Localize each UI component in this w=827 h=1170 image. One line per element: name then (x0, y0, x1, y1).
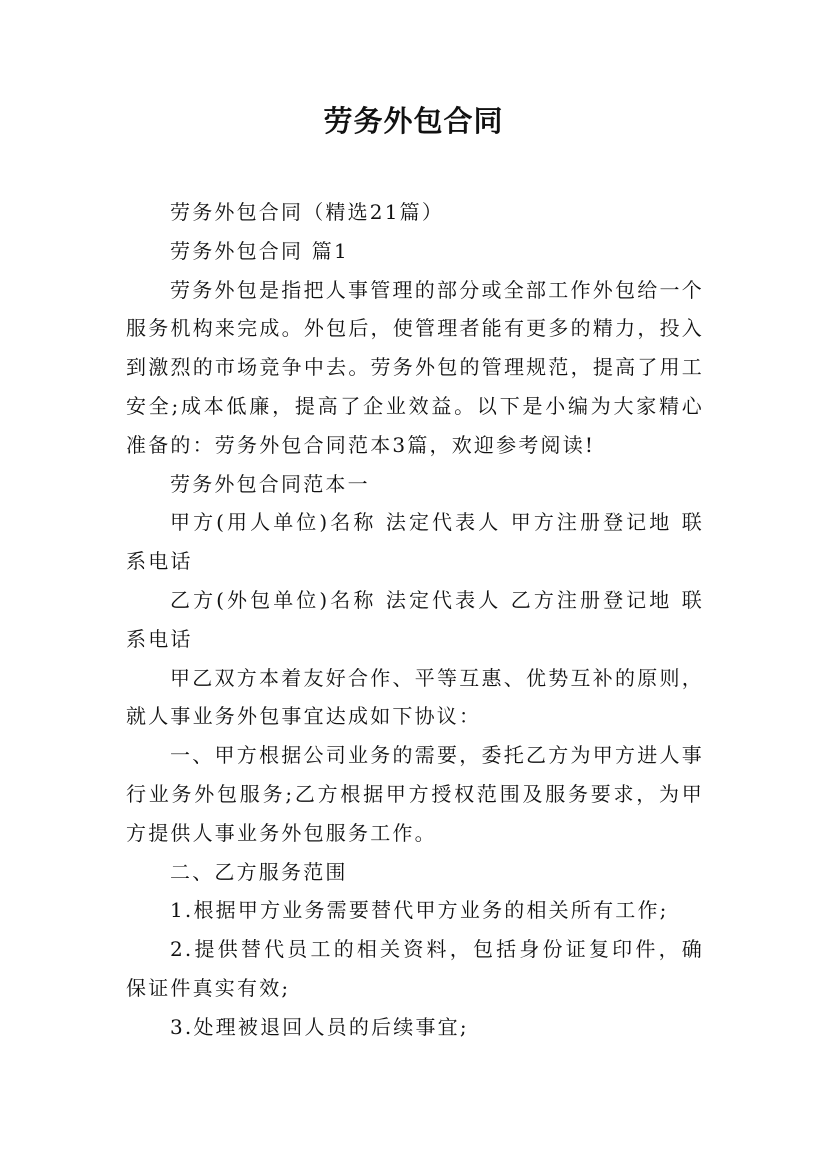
paragraph-intro: 劳务外包是指把人事管理的部分或全部工作外包给一个服务机构来完成。外包后，使管理者能有更多的精力，投入到激烈的市场竞争中去。劳务外包的管理规范，提高了用工安全;成本低廉，提高了企业效益。以下是小编为大家精心准备的：劳务外包合同范本3篇，欢迎参考阅读! (126, 277, 704, 457)
paragraph-subtitle: 劳务外包合同（精选21篇） (170, 200, 445, 224)
paragraph-clause-1: 一、甲方根据公司业务的需要，委托乙方为甲方进人事行业务外包服务;乙方根据甲方授权范围及服务要求，为甲方提供人事业务外包服务工作。 (126, 743, 704, 845)
paragraph-party-b: 乙方(外包单位)名称 法定代表人 乙方注册登记地 联系电话 (126, 587, 704, 651)
paragraph-party-a: 甲方(用人单位)名称 法定代表人 甲方注册登记地 联系电话 (126, 510, 704, 574)
document-title: 劳务外包合同 (323, 104, 504, 138)
document-body (126, 193, 704, 1047)
paragraph-item-2: 2.提供替代员工的相关资料，包括身份证复印件，确保证件真实有效; (126, 937, 704, 1000)
paragraph-item-3: 3.处理被退回人员的后续事宜; (170, 1014, 469, 1039)
paragraph-item-1: 1.根据甲方业务需要替代甲方业务的相关所有工作; (170, 898, 669, 923)
paragraph-template-heading: 劳务外包合同范本一 (170, 471, 370, 496)
paragraph-section-heading: 劳务外包合同 篇1 (170, 238, 349, 263)
paragraph-clause-2-heading: 二、乙方服务范围 (170, 859, 348, 884)
paragraph-agreement-preamble: 甲乙双方本着友好合作、平等互惠、优势互补的原则，就人事业务外包事宜达成如下协议： (126, 665, 704, 729)
